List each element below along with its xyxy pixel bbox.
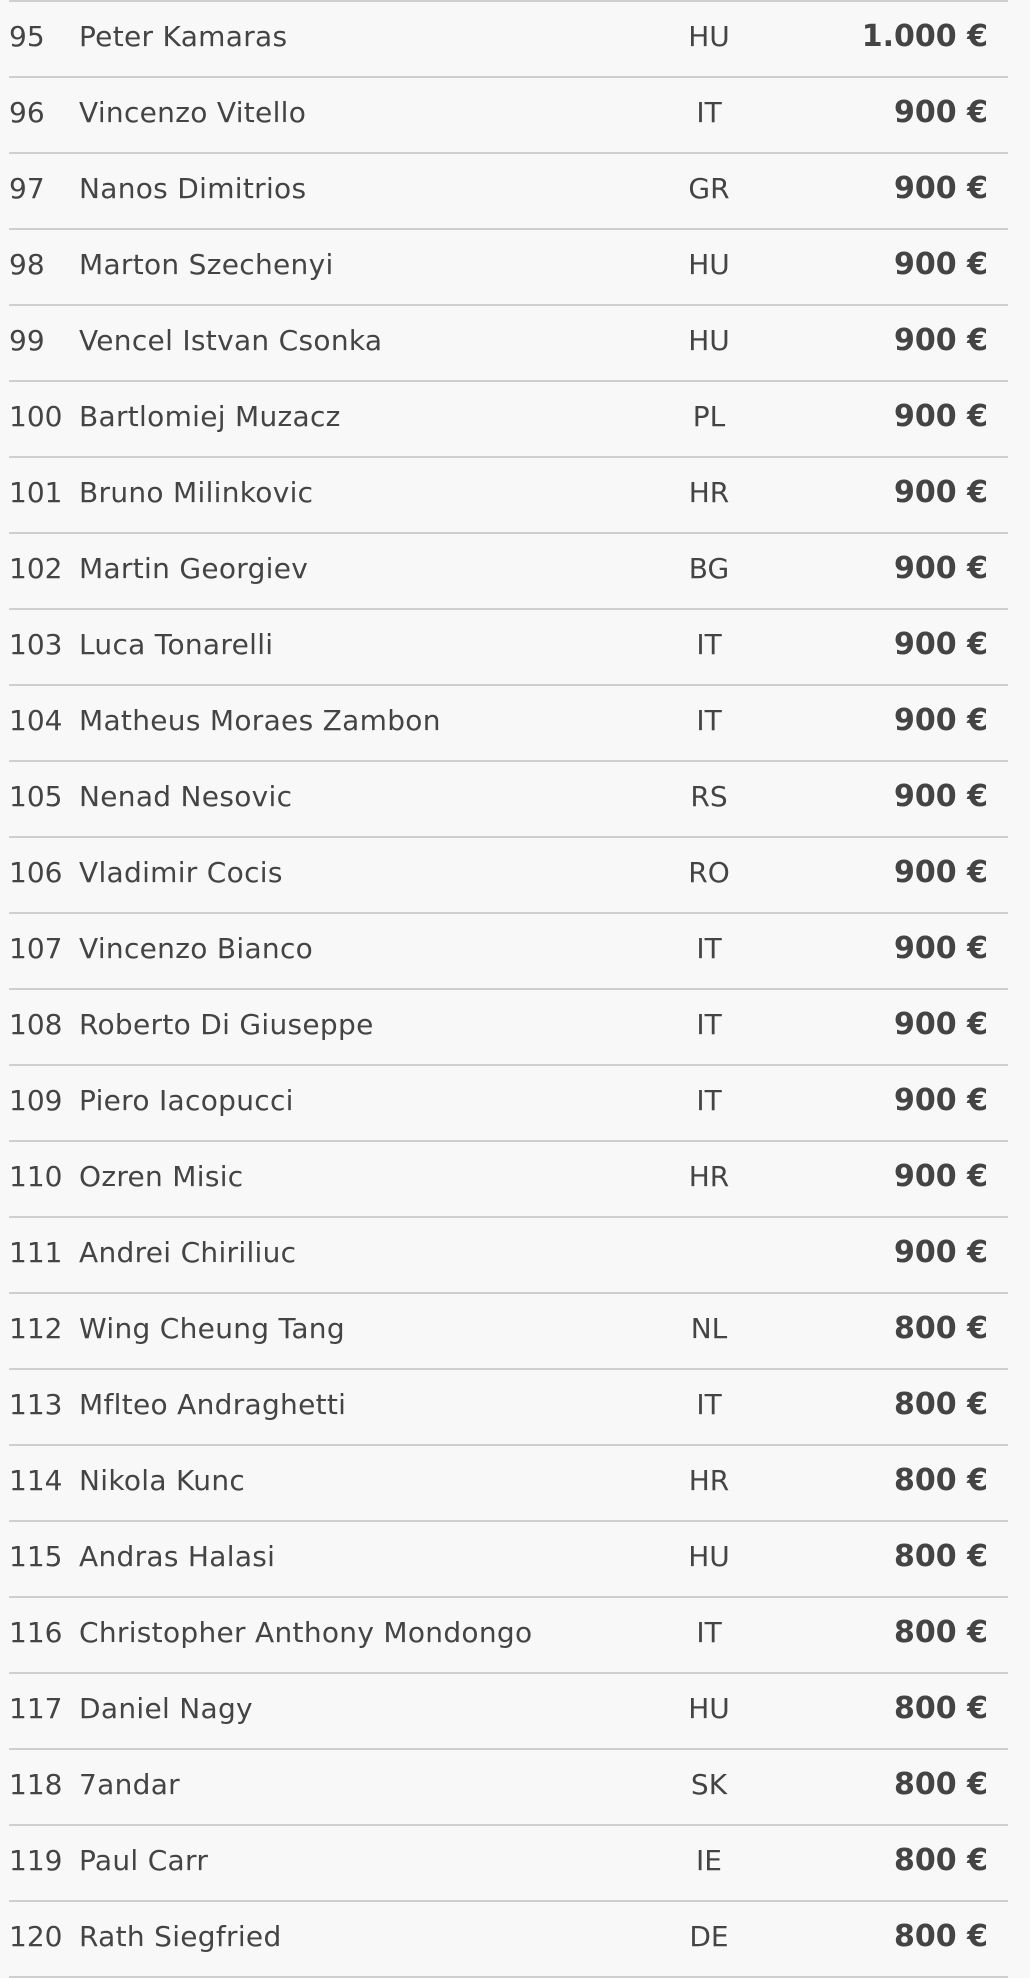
country-cell: IE — [696, 1844, 722, 1877]
country-cell: DE — [689, 1920, 729, 1953]
player-name-cell: Martin Georgiev — [79, 552, 309, 585]
player-name-cell: Ozren Misic — [79, 1160, 244, 1193]
player-name-cell: Wing Cheung Tang — [79, 1312, 345, 1345]
table-row — [9, 608, 1008, 684]
country-cell: RS — [690, 780, 728, 813]
table-row — [9, 1140, 1008, 1216]
rank-cell: 110 — [9, 1160, 63, 1193]
table-row — [9, 1216, 1008, 1292]
table-row — [9, 1064, 1008, 1140]
table-row — [9, 304, 1008, 380]
player-name-cell: 7andar — [79, 1768, 180, 1801]
table-row — [9, 1444, 1008, 1520]
rank-cell: 96 — [9, 96, 45, 129]
player-name-cell: Mflteo Andraghetti — [79, 1388, 347, 1421]
country-cell: IT — [696, 704, 722, 737]
prize-cell: 900 € — [894, 703, 988, 738]
country-cell: SK — [690, 1768, 728, 1801]
prize-cell: 900 € — [894, 779, 988, 814]
prize-cell: 800 € — [894, 1539, 988, 1574]
prize-cell: 800 € — [894, 1387, 988, 1422]
table-row — [9, 1672, 1008, 1748]
rank-cell: 101 — [9, 476, 63, 509]
rank-cell: 116 — [9, 1616, 63, 1649]
player-name-cell: Bruno Milinkovic — [79, 476, 314, 509]
table-row — [9, 988, 1008, 1064]
country-cell: IT — [696, 1084, 722, 1117]
country-cell: NL — [690, 1312, 728, 1345]
rank-cell: 103 — [9, 628, 63, 661]
rank-cell: 97 — [9, 172, 45, 205]
prize-cell: 900 € — [894, 95, 988, 130]
prize-cell: 900 € — [894, 247, 988, 282]
table-row — [9, 1368, 1008, 1444]
country-cell — [649, 1218, 769, 1292]
rank-cell: 108 — [9, 1008, 63, 1041]
rank-cell: 100 — [9, 400, 63, 433]
rank-cell: 104 — [9, 704, 63, 737]
country-cell: HU — [688, 1540, 730, 1573]
table-row — [9, 456, 1008, 532]
country-cell: GR — [688, 172, 730, 205]
table-row — [9, 912, 1008, 988]
rank-cell: 109 — [9, 1084, 63, 1117]
rank-cell: 115 — [9, 1540, 63, 1573]
prize-cell: 900 € — [894, 1235, 988, 1270]
country-cell: RO — [688, 856, 730, 889]
prize-cell: 800 € — [894, 1615, 988, 1650]
player-name-cell: Luca Tonarelli — [79, 628, 274, 661]
prize-cell: 900 € — [894, 323, 988, 358]
table-row — [9, 532, 1008, 608]
table-row — [9, 1520, 1008, 1596]
rank-cell: 107 — [9, 932, 63, 965]
player-name-cell: Vladimir Cocis — [79, 856, 283, 889]
prize-cell: 900 € — [894, 171, 988, 206]
table-row — [9, 1900, 1008, 1978]
player-name-cell: Nikola Kunc — [79, 1464, 246, 1497]
prize-cell: 800 € — [894, 1463, 988, 1498]
country-cell: IT — [696, 932, 722, 965]
country-cell: IT — [696, 1616, 722, 1649]
player-name-cell: Andras Halasi — [79, 1540, 276, 1573]
rank-cell: 111 — [9, 1236, 63, 1269]
player-name-cell: Nenad Nesovic — [79, 780, 293, 813]
country-cell: IT — [696, 628, 722, 661]
table-row — [9, 152, 1008, 228]
country-cell: IT — [696, 1008, 722, 1041]
results-table — [9, 0, 1008, 1978]
player-name-cell: Nanos Dimitrios — [79, 172, 307, 205]
player-name-cell: Piero Iacopucci — [79, 1084, 294, 1117]
rank-cell: 112 — [9, 1312, 63, 1345]
country-cell: PL — [692, 400, 726, 433]
rank-cell: 106 — [9, 856, 63, 889]
prize-cell: 900 € — [894, 1083, 988, 1118]
table-row — [9, 1824, 1008, 1900]
prize-cell: 800 € — [894, 1691, 988, 1726]
rank-cell: 102 — [9, 552, 63, 585]
prize-cell: 900 € — [894, 931, 988, 966]
country-cell: BG — [688, 552, 730, 585]
prize-cell: 900 € — [894, 1007, 988, 1042]
table-row — [9, 1748, 1008, 1824]
table-row — [9, 380, 1008, 456]
rank-cell: 117 — [9, 1692, 63, 1725]
table-row — [9, 836, 1008, 912]
rank-cell: 99 — [9, 324, 45, 357]
table-row — [9, 76, 1008, 152]
table-row — [9, 1596, 1008, 1672]
prize-cell: 900 € — [894, 627, 988, 662]
player-name-cell: Marton Szechenyi — [79, 248, 334, 281]
table-row — [9, 1292, 1008, 1368]
country-cell: HU — [688, 324, 730, 357]
country-cell: HR — [688, 1464, 730, 1497]
prize-cell: 900 € — [894, 1159, 988, 1194]
rank-cell: 95 — [9, 20, 45, 53]
player-name-cell: Vincenzo Vitello — [79, 96, 307, 129]
country-cell: HU — [688, 1692, 730, 1725]
player-name-cell: Andrei Chiriliuc — [79, 1236, 297, 1269]
prize-cell: 900 € — [894, 399, 988, 434]
country-cell: HU — [688, 248, 730, 281]
prize-cell: 800 € — [894, 1311, 988, 1346]
country-cell: IT — [696, 1388, 722, 1421]
player-name-cell: Matheus Moraes Zambon — [79, 704, 441, 737]
prize-cell: 800 € — [894, 1843, 988, 1878]
rank-cell: 113 — [9, 1388, 63, 1421]
prize-cell: 1.000 € — [861, 19, 988, 54]
prize-cell: 900 € — [894, 551, 988, 586]
rank-cell: 114 — [9, 1464, 63, 1497]
player-name-cell: Daniel Nagy — [79, 1692, 253, 1725]
player-name-cell: Rath Siegfried — [79, 1920, 282, 1953]
table-row — [9, 0, 1008, 76]
table-row — [9, 684, 1008, 760]
player-name-cell: Roberto Di Giuseppe — [79, 1008, 374, 1041]
table-row — [9, 228, 1008, 304]
country-cell: HR — [688, 476, 730, 509]
rank-cell: 119 — [9, 1844, 63, 1877]
prize-cell: 800 € — [894, 1767, 988, 1802]
country-cell: IT — [696, 96, 722, 129]
prize-cell: 900 € — [894, 475, 988, 510]
player-name-cell: Christopher Anthony Mondongo — [79, 1616, 533, 1649]
rank-cell: 118 — [9, 1768, 63, 1801]
prize-cell: 900 € — [894, 855, 988, 890]
rank-cell: 105 — [9, 780, 63, 813]
player-name-cell: Paul Carr — [79, 1844, 209, 1877]
player-name-cell: Vincenzo Bianco — [79, 932, 314, 965]
player-name-cell: Peter Kamaras — [79, 20, 288, 53]
country-cell: HR — [688, 1160, 730, 1193]
country-cell: HU — [688, 20, 730, 53]
table-row — [9, 760, 1008, 836]
rank-cell: 120 — [9, 1920, 63, 1953]
rank-cell: 98 — [9, 248, 45, 281]
player-name-cell: Bartlomiej Muzacz — [79, 400, 341, 433]
player-name-cell: Vencel Istvan Csonka — [79, 324, 383, 357]
prize-cell: 800 € — [894, 1919, 988, 1954]
